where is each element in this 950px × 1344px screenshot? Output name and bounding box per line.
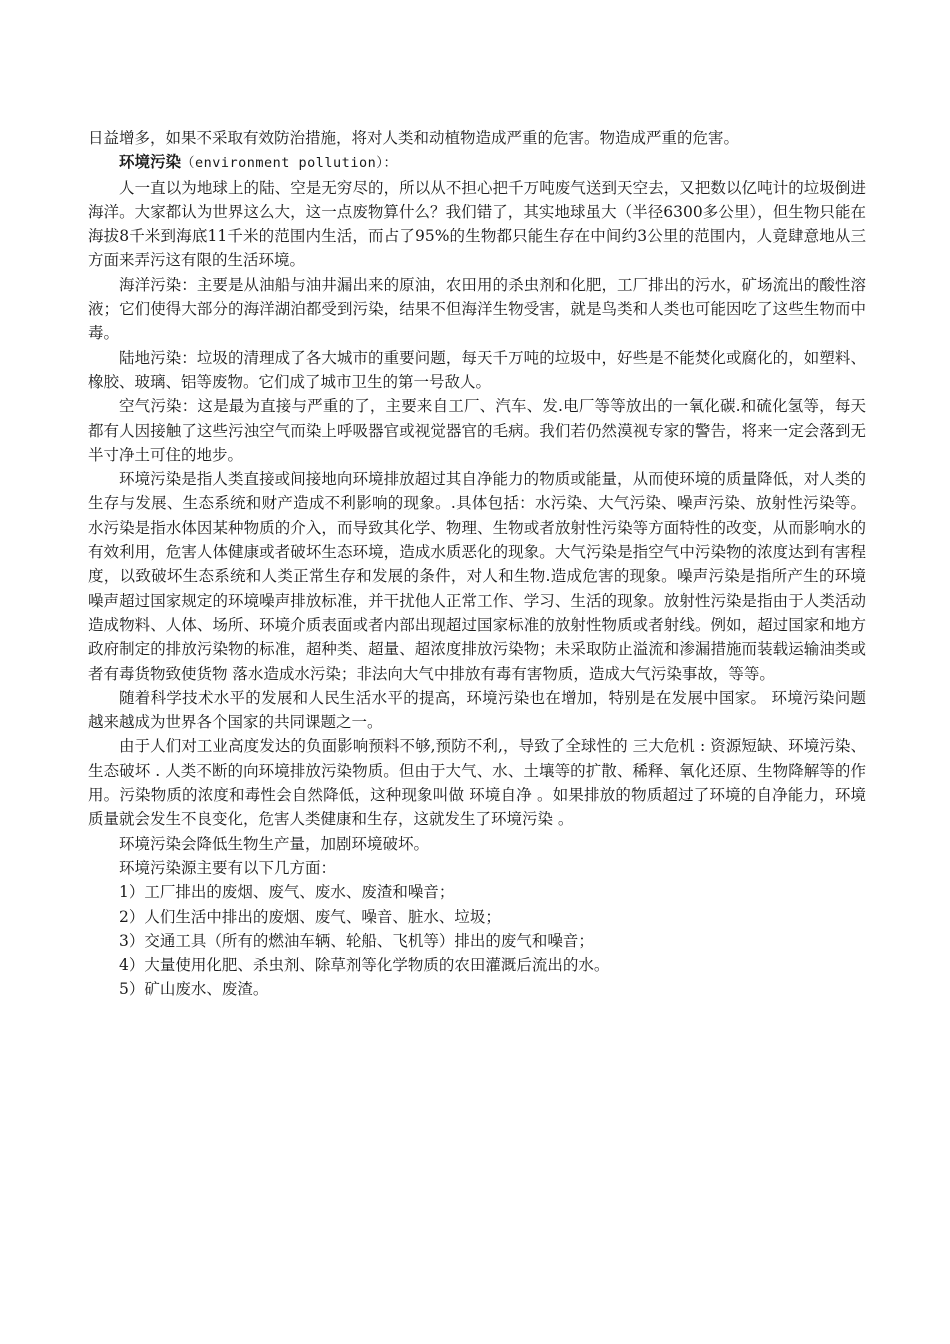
- paragraph-air-pollution: 空气污染：这是最为直接与严重的了，主要来自工厂、汽车、发.电厂等等放出的一氧化碳.和硫化氢等，每天都有人因接触了这些污浊空气而染上呼吸器官或视觉器官的毛病。我们若仍然漠视专家的警告，将来一定会落到无半寸净土可住的地步。: [88, 397, 866, 464]
- paragraph-land-pollution: 陆地污染：垃圾的清理成了各大城市的重要问题，每天千万吨的垃圾中，好些是不能焚化或腐化的，如塑料、橡胶、玻璃、铝等废物。它们成了城市卫生的第一号敌人。: [88, 348, 866, 391]
- section-heading: [88, 150, 866, 175]
- list-item: 3）交通工具（所有的燃油车辆、轮船、飞机等）排出的废气和噪音；: [119, 931, 594, 950]
- paragraph-ocean-pollution: 海洋污染：主要是从油船与油井漏出来的原油，农田用的杀虫剂和化肥，工厂排出的污水，矿场流出的酸性溶液；它们使得大部分的海洋湖泊都受到污染，结果不但海洋生物受害，就是鸟类和人类也可能因吃了这些生物而中毒。: [88, 275, 866, 343]
- paragraph-continuation: 日益增多，如果不采取有效防治措施，将对人类和动植物造成严重的危害。物造成严重的危害。: [88, 129, 740, 147]
- paragraph-development: 随着科学技术水平的发展和人民生活水平的提高，环境污染也在增加，特别是在发展中国家。 环境污染问题越来越成为世界各个国家的共同课题之一。: [88, 688, 866, 732]
- paragraph-self-purification: 由于人们对工业高度发达的负面影响预料不够,预防不利,，导致了全球性的 三大危机 : 资源短缺、环境污染、生态破坏 . 人类不断的向环境排放污染物质。但由于大气、水、土壤等的扩散、稀释、氧化还原、生物降解等的作用。污染物质的浓度和毒性会自然降低，这种现象叫做 环境自净 。如果排放的物质超过了环境的自净能力，环境质量就会发生不良变化，危害人类健康和生存，这就发生了环境污染 。: [88, 737, 866, 829]
- section-heading-title: 环境污染: [119, 152, 182, 172]
- paragraph-definition: 环境污染是指人类直接或间接地向环境排放超过其自净能力的物质或能量，从而使环境的质量降低，对人类的生存与发展、生态系统和财产造成不利影响的现象。.具体包括：水污染、大气污染、噪声污染、放射性污染等。水污染是指水体因某种物质的介入，而导致其化学、物理、生物或者放射性污染等方面特性的改变，从而影响水的有效利用，危害人体健康或者破坏生态环境，造成水质恶化的现象。大气污染是指空气中污染物的浓度达到有害程度，以致破坏生态系统和人类正常生存和发展的条件，对人和生物.造成危害的现象。噪声污染是指所产生的环境噪声超过国家规定的环境噪声排放标准，并干扰他人正常工作、学习、生活的现象。放射性污染是指由于人类活动造成物料、人体、场所、环境介质表面或者内部出现超过国家标准的放射性物质或者射线。例如，超过国家和地方政府制定的排放污染物的标准，超种类、超量、超浓度排放污染物；未采取防止溢流和渗漏措施而装载运输油类或者有毒货物致使货物 落水造成水污染；非法向大气中排放有毒有害物质，造成大气污染事故，等等。: [88, 470, 866, 683]
- paragraph-sources-intro: 环境污染源主要有以下几方面：: [119, 858, 337, 877]
- paragraph-effect: 环境污染会降低生物生产量，加剧环境破坏。: [119, 834, 430, 853]
- document-page: [88, 126, 866, 1002]
- list-item: 1）工厂排出的废烟、废气、废水、废渣和噪音；: [119, 883, 455, 902]
- list-item: 4）大量使用化肥、杀虫剂、除草剂等化学物质的农田灌溉后流出的水。: [119, 956, 610, 975]
- section-heading-latin: （environment pollution）：: [181, 155, 398, 172]
- list-item: 2）人们生活中排出的废烟、废气、噪音、脏水、垃圾；: [119, 907, 501, 926]
- paragraph-intro: 人一直以为地球上的陆、空是无穷尽的，所以从不担心把千万吨废气送到天空去，又把数以亿吨计的垃圾倒进海洋。大家都认为世界这么大，这一点废物算什么？我们错了，其实地球虽大（半径6300多公里），但生物只能在海拔8千米到海底11千米的范围内生活，而占了95%的生物都只能生存在中间约3公里的范围内，人竟肆意地从三方面来弄污这有限的生活环境。: [88, 178, 866, 270]
- list-item: 5）矿山废水、废渣。: [119, 980, 269, 999]
